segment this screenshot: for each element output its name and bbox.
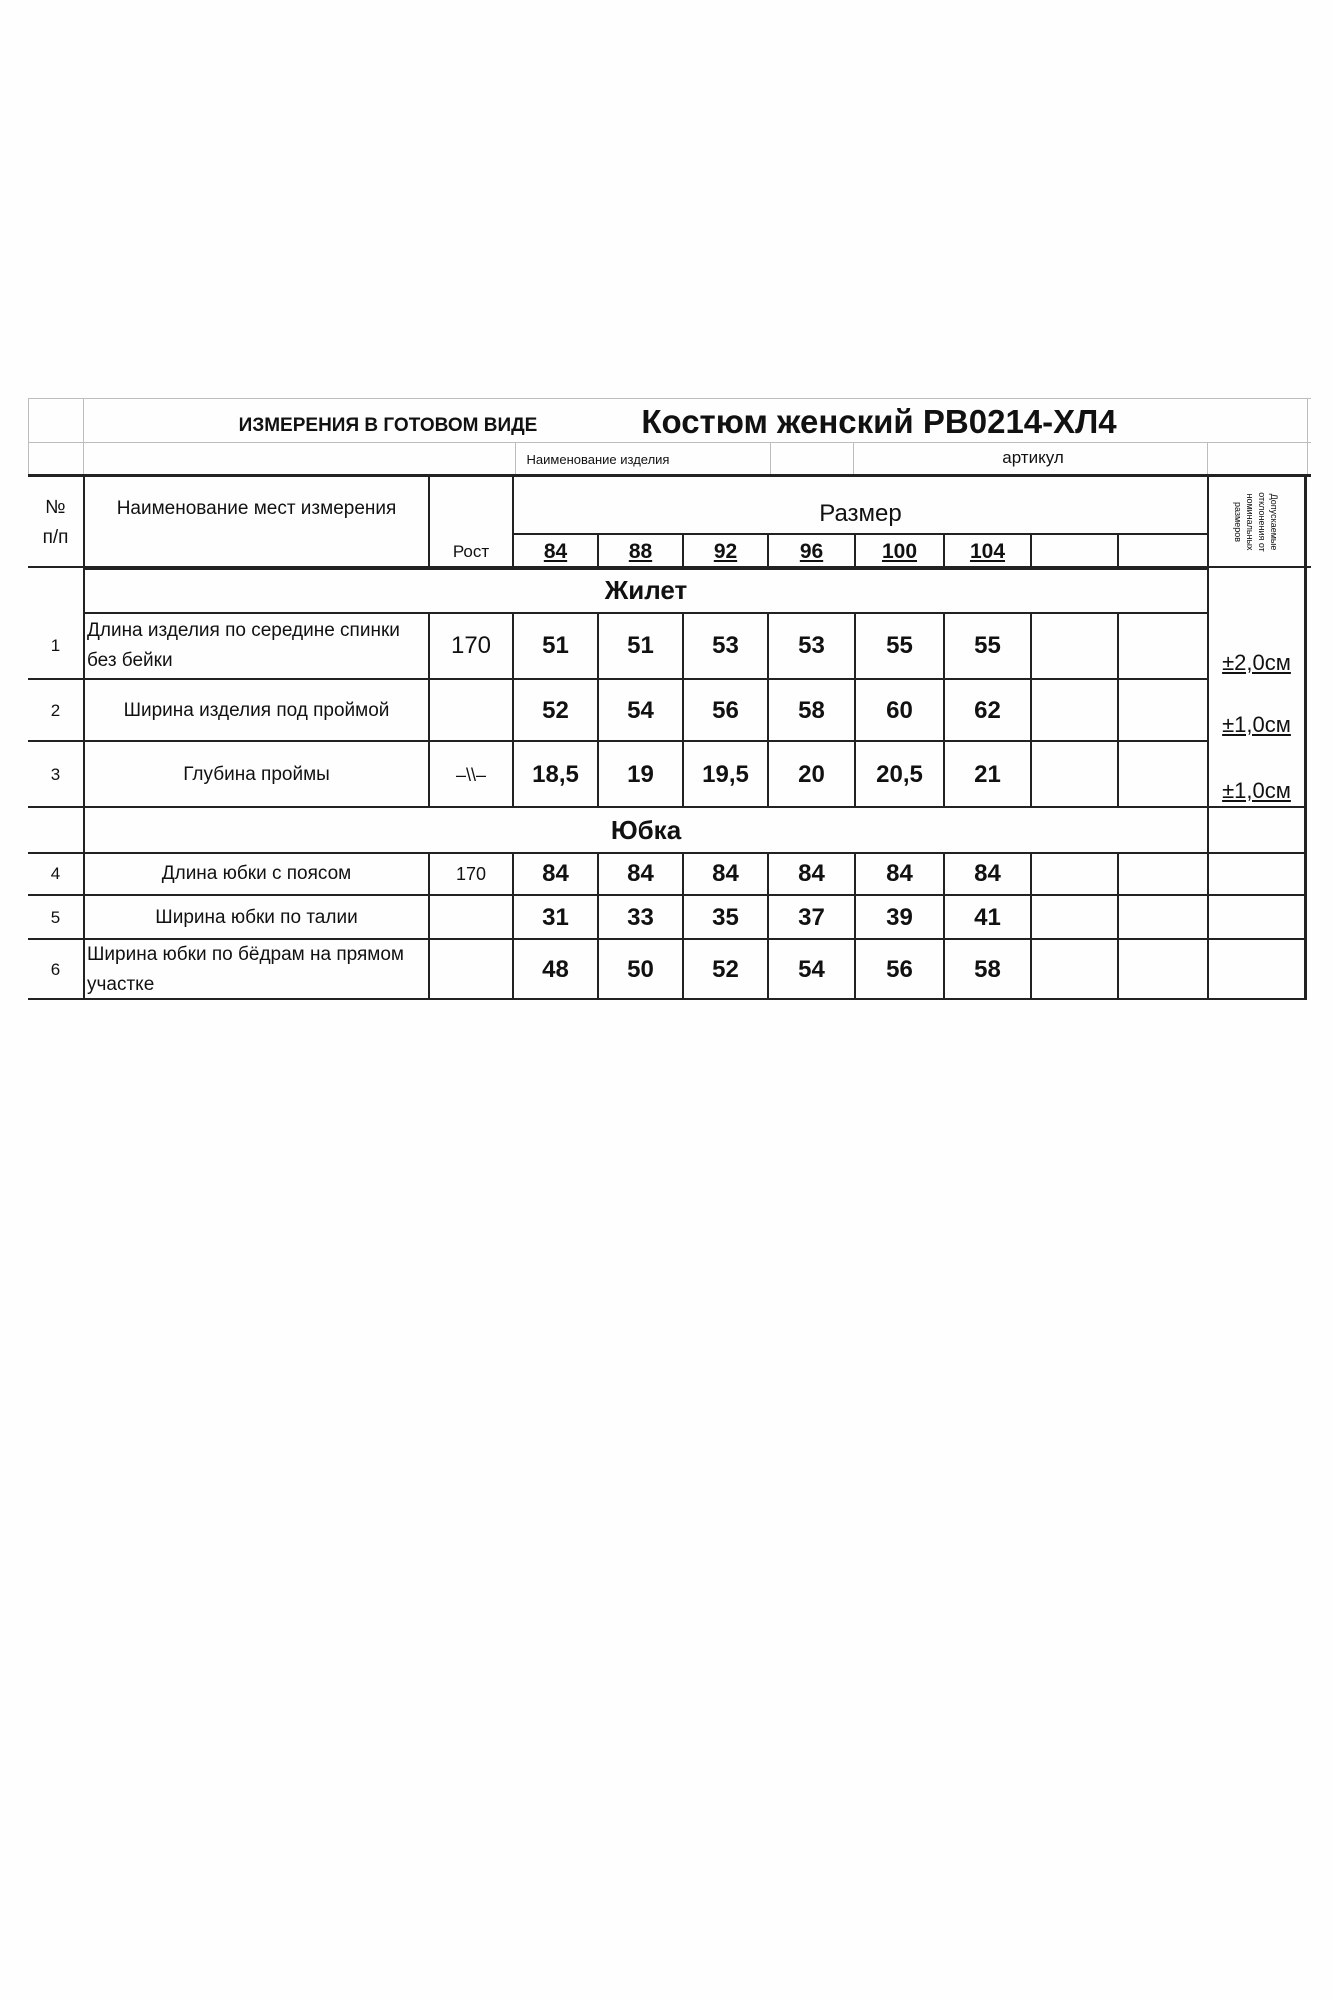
section-title-2: Юбка [610, 814, 682, 845]
row-number: 4 [50, 864, 61, 883]
column-size-group-header: Размер [819, 500, 902, 527]
size-value-100: 39 [886, 904, 913, 931]
measurement-name: Длина изделия по середине спинки без бейки [87, 620, 400, 671]
height-value: 170 [450, 632, 492, 659]
row-number: 3 [50, 765, 61, 784]
article-label: артикул [1002, 448, 1064, 467]
size-value-84: 84 [542, 860, 569, 887]
measurement-name: Ширина изделия под проймой [123, 700, 390, 721]
size-value-96: 58 [798, 697, 825, 724]
size-value-104: 58 [974, 956, 1001, 983]
product-title: Костюм женский РВ0214-ХЛ4 [641, 403, 1117, 440]
height-value: 170 [455, 863, 487, 884]
size-value-104: 55 [974, 632, 1001, 659]
size-value-88: 84 [627, 860, 654, 887]
size-value-88: 54 [627, 697, 654, 724]
size-value-100: 60 [886, 697, 913, 724]
height-value [430, 680, 512, 742]
size-value-104: 62 [974, 697, 1001, 724]
column-border [1030, 680, 1032, 742]
size-chart-table [28, 398, 1311, 1000]
measurement-name: Ширина юбки по талии [155, 907, 358, 928]
size-header-100: 100 [881, 540, 918, 563]
measurement-name: Глубина проймы [183, 764, 330, 785]
size-header-92: 92 [713, 540, 738, 563]
size-value-96: 54 [798, 956, 825, 983]
size-header-88: 88 [628, 540, 653, 563]
size-value-92: 52 [712, 956, 739, 983]
size-value-84: 18,5 [532, 761, 579, 788]
size-value-96: 53 [798, 632, 825, 659]
size-value-84: 31 [542, 904, 569, 931]
tolerance-header [1209, 478, 1304, 566]
size-value-100: 20,5 [876, 761, 923, 788]
size-value-84: 52 [542, 697, 569, 724]
size-value-104: 21 [974, 761, 1001, 788]
size-value-88: 33 [627, 904, 654, 931]
tolerance-value: ±1,0см [1222, 712, 1291, 737]
column-border [1030, 940, 1032, 1000]
column-border [1030, 852, 1032, 896]
size-value-88: 19 [627, 761, 654, 788]
size-value-96: 37 [798, 904, 825, 931]
size-value-96: 84 [798, 860, 825, 887]
size-value-92: 84 [712, 860, 739, 887]
section-row-border [1207, 852, 1307, 854]
size-value-92: 19,5 [702, 761, 749, 788]
section-title-1: Жилет [604, 574, 688, 605]
size-value-92: 35 [712, 904, 739, 931]
size-value-100: 56 [886, 956, 913, 983]
size-value-104: 41 [974, 904, 1001, 931]
section-top-border [28, 806, 1307, 808]
size-value-84: 51 [542, 632, 569, 659]
column-border [1117, 612, 1119, 680]
column-height-header: Рост [452, 542, 490, 561]
size-value-100: 55 [886, 632, 913, 659]
size-value-96: 20 [798, 761, 825, 788]
size-header-104: 104 [969, 540, 1006, 563]
row-number: 2 [50, 701, 61, 720]
column-border [1030, 742, 1032, 808]
column-measurement-header: Наименование мест измерения [116, 498, 397, 519]
tolerance-value: ±2,0см [1222, 650, 1291, 675]
size-value-92: 53 [712, 632, 739, 659]
tolerance-header-text: Допускаемые отклонения от номинальных размеров [1233, 492, 1279, 552]
row-number: 5 [50, 908, 61, 927]
column-border [1117, 896, 1119, 940]
height-value [430, 896, 512, 940]
row-number: 1 [50, 636, 61, 655]
column-border [1117, 742, 1119, 808]
column-border [1117, 680, 1119, 742]
measurement-name: Длина юбки с поясом [161, 863, 352, 884]
measurement-name: Ширина юбки по бёдрам на прямом участке [87, 944, 404, 995]
height-value: –\\– [455, 764, 487, 785]
column-border [1030, 612, 1032, 680]
product-name-label: Наименование изделия [526, 451, 670, 467]
size-value-88: 51 [627, 632, 654, 659]
size-value-84: 48 [542, 956, 569, 983]
row-number: 6 [50, 960, 61, 979]
column-border [1030, 896, 1032, 940]
size-value-100: 84 [886, 860, 913, 887]
size-value-92: 56 [712, 697, 739, 724]
size-value-88: 50 [627, 956, 654, 983]
column-number-header: № п/п [42, 497, 69, 548]
height-value [430, 940, 512, 1000]
size-header-84: 84 [543, 540, 568, 563]
column-border [1117, 940, 1119, 1000]
measures-caption: ИЗМЕРЕНИЯ В ГОТОВОМ ВИДЕ [238, 415, 538, 436]
tolerance-value: ±1,0см [1222, 778, 1291, 803]
size-value-104: 84 [974, 860, 1001, 887]
column-border [1117, 852, 1119, 896]
size-header-96: 96 [799, 540, 824, 563]
